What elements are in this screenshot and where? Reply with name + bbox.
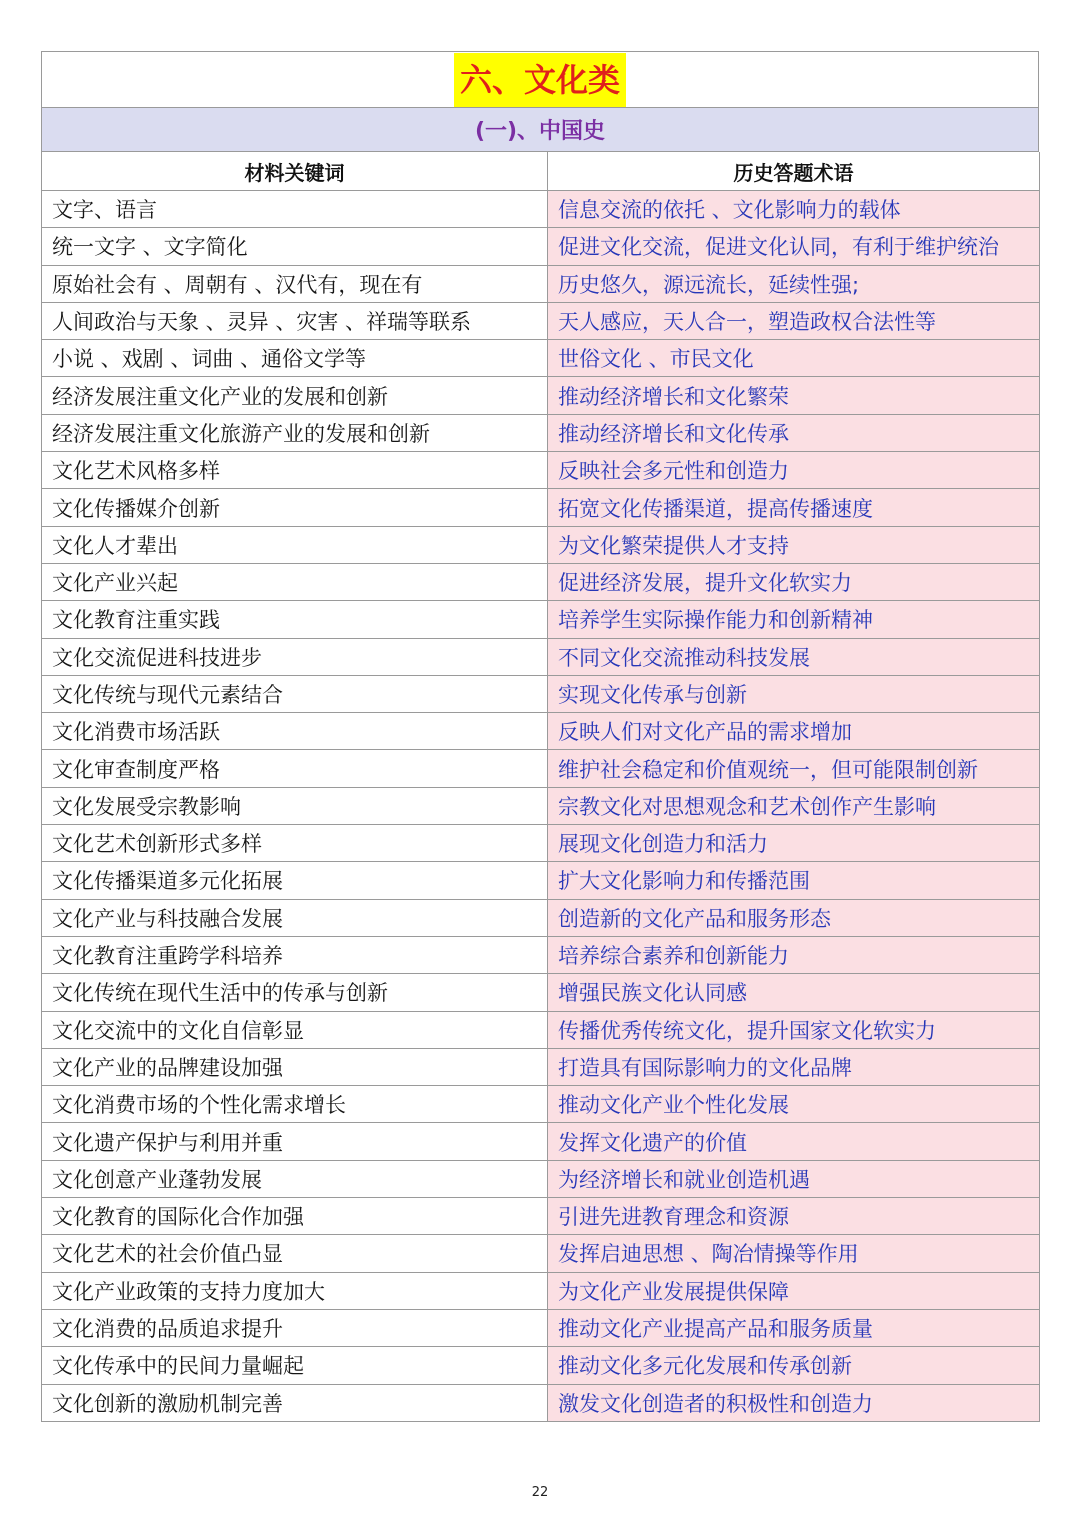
term-cell: 信息交流的依托 、文化影响力的载体 (548, 191, 1040, 228)
term-cell: 拓宽文化传播渠道，提高传播速度 (548, 489, 1040, 526)
table-row (42, 377, 1040, 414)
table-row (42, 1086, 1040, 1123)
title-row (41, 51, 1039, 108)
keyword-cell: 文字、语言 (42, 191, 548, 228)
section-title: (一)、中国史 (474, 119, 606, 144)
keyword-cell: 文化传统在现代生活中的传承与创新 (42, 974, 548, 1011)
table-row (42, 974, 1040, 1011)
table-row (42, 899, 1040, 936)
table-row (42, 787, 1040, 824)
terms-table (41, 152, 1040, 1422)
table-row (42, 563, 1040, 600)
keyword-cell: 文化发展受宗教影响 (42, 787, 548, 824)
term-cell: 扩大文化影响力和传播范围 (548, 862, 1040, 899)
term-cell: 反映社会多元性和创造力 (548, 452, 1040, 489)
table-row (42, 489, 1040, 526)
table-row (42, 601, 1040, 638)
keyword-cell: 文化人才辈出 (42, 526, 548, 563)
table-row (42, 1235, 1040, 1272)
keyword-cell: 小说 、戏剧 、词曲 、通俗文学等 (42, 340, 548, 377)
table-row (42, 825, 1040, 862)
term-cell: 天人感应，天人合一，塑造政权合法性等 (548, 302, 1040, 339)
keyword-cell: 文化消费市场活跃 (42, 713, 548, 750)
table-row (42, 302, 1040, 339)
keyword-cell: 文化传统与现代元素结合 (42, 675, 548, 712)
term-cell: 培养综合素养和创新能力 (548, 936, 1040, 973)
term-cell: 推动文化多元化发展和传承创新 (548, 1347, 1040, 1384)
table-row (42, 638, 1040, 675)
term-cell: 发挥启迪思想 、陶冶情操等作用 (548, 1235, 1040, 1272)
keyword-cell: 文化艺术风格多样 (42, 452, 548, 489)
term-cell: 反映人们对文化产品的需求增加 (548, 713, 1040, 750)
term-cell: 推动经济增长和文化繁荣 (548, 377, 1040, 414)
table-row (42, 340, 1040, 377)
column-header-terms: 历史答题术语 (548, 152, 1040, 191)
term-cell: 促进经济发展，提升文化软实力 (548, 563, 1040, 600)
keyword-cell: 文化创意产业蓬勃发展 (42, 1160, 548, 1197)
table-row (42, 265, 1040, 302)
term-cell: 推动文化产业提高产品和服务质量 (548, 1309, 1040, 1346)
table-row (42, 750, 1040, 787)
keyword-cell: 文化艺术创新形式多样 (42, 825, 548, 862)
keyword-cell: 文化艺术的社会价值凸显 (42, 1235, 548, 1272)
page-number: 22 (531, 1485, 549, 1500)
document-sheet (41, 51, 1039, 1422)
term-cell: 促进文化交流，促进文化认同，有利于维护统治 (548, 228, 1040, 265)
keyword-cell: 人间政治与天象 、灵异 、灾害 、祥瑞等联系 (42, 302, 548, 339)
table-row (42, 713, 1040, 750)
keyword-cell: 文化遗产保护与利用并重 (42, 1123, 548, 1160)
table-row (42, 228, 1040, 265)
term-cell: 推动文化产业个性化发展 (548, 1086, 1040, 1123)
section-header-row (41, 108, 1039, 152)
term-cell: 传播优秀传统文化，提升国家文化软实力 (548, 1011, 1040, 1048)
keyword-cell: 文化消费市场的个性化需求增长 (42, 1086, 548, 1123)
keyword-cell: 文化教育注重实践 (42, 601, 548, 638)
table-row (42, 191, 1040, 228)
term-cell: 推动经济增长和文化传承 (548, 414, 1040, 451)
table-row (42, 936, 1040, 973)
keyword-cell: 文化教育的国际化合作加强 (42, 1198, 548, 1235)
page-title: 六、文化类 (454, 53, 626, 107)
table-row (42, 1384, 1040, 1421)
keyword-cell: 文化产业兴起 (42, 563, 548, 600)
table-row (42, 452, 1040, 489)
keyword-cell: 统一文字 、文字简化 (42, 228, 548, 265)
table-row (42, 1309, 1040, 1346)
keyword-cell: 文化审查制度严格 (42, 750, 548, 787)
term-cell: 维护社会稳定和价值观统一，但可能限制创新 (548, 750, 1040, 787)
term-cell: 为经济增长和就业创造机遇 (548, 1160, 1040, 1197)
table-row (42, 1347, 1040, 1384)
table-row (42, 675, 1040, 712)
term-cell: 历史悠久，源远流长，延续性强; (548, 265, 1040, 302)
term-cell: 引进先进教育理念和资源 (548, 1198, 1040, 1235)
table-row (42, 1160, 1040, 1197)
term-cell: 培养学生实际操作能力和创新精神 (548, 601, 1040, 638)
keyword-cell: 文化传承中的民间力量崛起 (42, 1347, 548, 1384)
column-header-keywords: 材料关键词 (42, 152, 548, 191)
term-cell: 发挥文化遗产的价值 (548, 1123, 1040, 1160)
keyword-cell: 经济发展注重文化产业的发展和创新 (42, 377, 548, 414)
keyword-cell: 原始社会有 、周朝有 、汉代有，现在有 (42, 265, 548, 302)
table-header-row (42, 152, 1040, 191)
keyword-cell: 文化交流促进科技进步 (42, 638, 548, 675)
term-cell: 为文化繁荣提供人才支持 (548, 526, 1040, 563)
table-row (42, 414, 1040, 451)
term-cell: 宗教文化对思想观念和艺术创作产生影响 (548, 787, 1040, 824)
keyword-cell: 文化产业的品牌建设加强 (42, 1048, 548, 1085)
table-row (42, 1011, 1040, 1048)
term-cell: 创造新的文化产品和服务形态 (548, 899, 1040, 936)
keyword-cell: 文化创新的激励机制完善 (42, 1384, 548, 1421)
term-cell: 实现文化传承与创新 (548, 675, 1040, 712)
table-row (42, 1272, 1040, 1309)
keyword-cell: 文化传播渠道多元化拓展 (42, 862, 548, 899)
term-cell: 不同文化交流推动科技发展 (548, 638, 1040, 675)
term-cell: 打造具有国际影响力的文化品牌 (548, 1048, 1040, 1085)
keyword-cell: 文化交流中的文化自信彰显 (42, 1011, 548, 1048)
table-row (42, 526, 1040, 563)
table-body (42, 191, 1040, 1422)
term-cell: 为文化产业发展提供保障 (548, 1272, 1040, 1309)
keyword-cell: 文化传播媒介创新 (42, 489, 548, 526)
table-row (42, 1048, 1040, 1085)
table-row (42, 862, 1040, 899)
keyword-cell: 文化教育注重跨学科培养 (42, 936, 548, 973)
table-row (42, 1123, 1040, 1160)
term-cell: 增强民族文化认同感 (548, 974, 1040, 1011)
keyword-cell: 文化产业政策的支持力度加大 (42, 1272, 548, 1309)
keyword-cell: 文化产业与科技融合发展 (42, 899, 548, 936)
term-cell: 世俗文化 、市民文化 (548, 340, 1040, 377)
keyword-cell: 经济发展注重文化旅游产业的发展和创新 (42, 414, 548, 451)
term-cell: 展现文化创造力和活力 (548, 825, 1040, 862)
table-row (42, 1198, 1040, 1235)
term-cell: 激发文化创造者的积极性和创造力 (548, 1384, 1040, 1421)
keyword-cell: 文化消费的品质追求提升 (42, 1309, 548, 1346)
